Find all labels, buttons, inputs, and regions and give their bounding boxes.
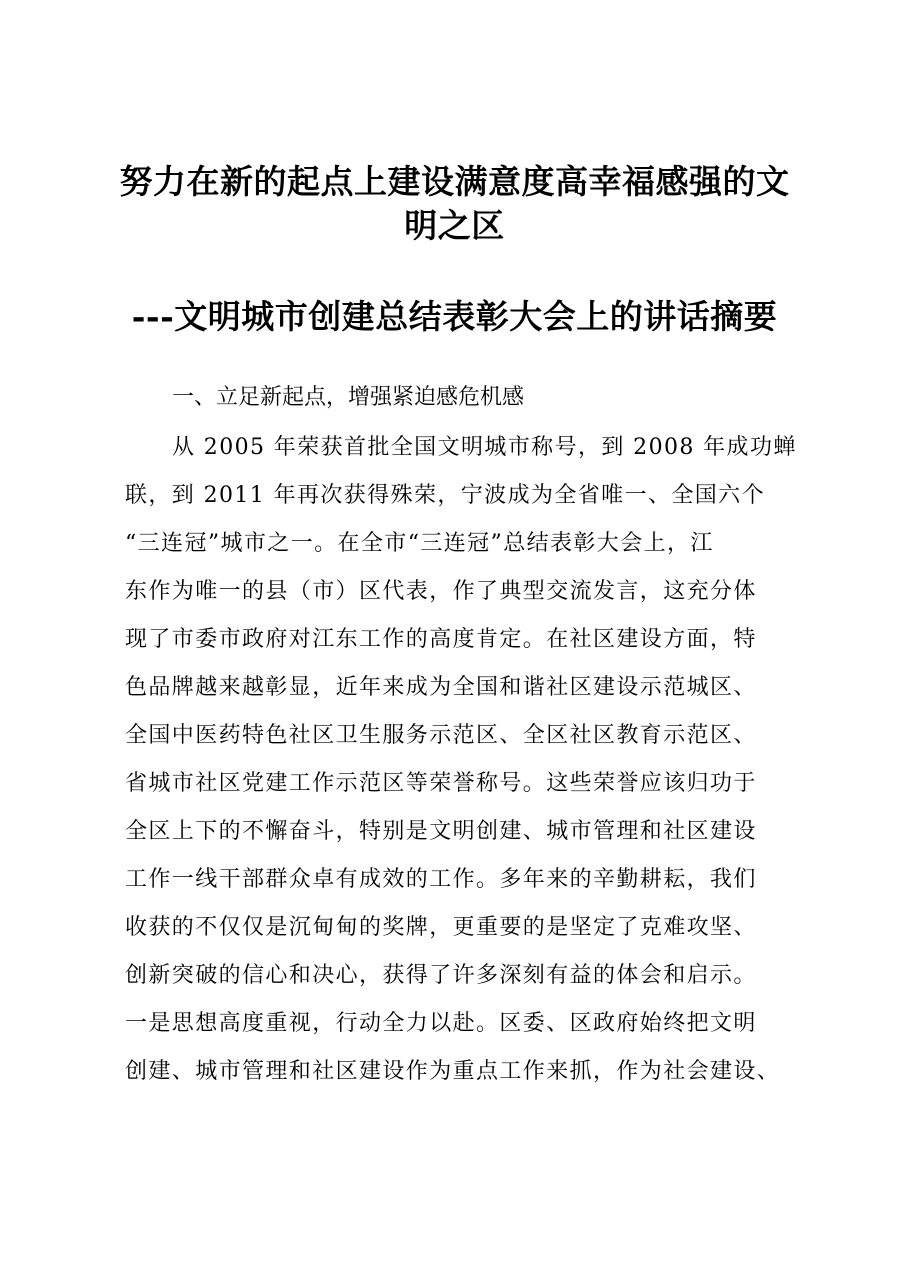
document-title <box>100 160 809 248</box>
body-line: 色品牌越来越彰显，近年来成为全国和谐社区建设示范城区、 <box>125 675 757 700</box>
body-line: 联，到 2011 年再次获得殊荣，宁波成为全省唯一、全国六个 <box>125 483 765 508</box>
section-heading: 一、立足新起点，增强紧迫感危机感 <box>172 385 525 410</box>
document-subtitle-text: ---文明城市创建总结表彰大会上的讲话摘要 <box>131 297 778 336</box>
body-line: 现了市委市政府对江东工作的高度肯定。在社区建设方面，特 <box>125 627 757 652</box>
document-title-line-1: 努力在新的起点上建设满意度高幸福感强的文 <box>119 162 790 201</box>
body-line: 工作一线干部群众卓有成效的工作。多年来的辛勤耕耘，我们 <box>125 867 757 892</box>
body-line: 省城市社区党建工作示范区等荣誉称号。这些荣誉应该归功于 <box>125 771 757 796</box>
body-line: 从 2005 年荣获首批全国文明城市称号，到 2008 年成功蝉 <box>172 435 797 460</box>
body-line: 全国中医药特色社区卫生服务示范区、全区社区教育示范区、 <box>125 723 757 748</box>
body-line: 创建、城市管理和社区建设作为重点工作来抓，作为社会建设、 <box>125 1059 781 1084</box>
document-title-line-2: 明之区 <box>404 206 505 245</box>
body-line: 创新突破的信心和决心，获得了许多深刻有益的体会和启示。 <box>125 963 757 988</box>
body-line: 一是思想高度重视，行动全力以赴。区委、区政府始终把文明 <box>125 1011 757 1036</box>
body-line: 全区上下的不懈奋斗，特别是文明创建、城市管理和社区建设 <box>125 819 757 844</box>
body-line: “三连冠”城市之一。在全市“三连冠”总结表彰大会上，江 <box>125 531 714 556</box>
body-line: 收获的不仅仅是沉甸甸的奖牌，更重要的是坚定了克难攻坚、 <box>125 915 757 940</box>
body-line: 东作为唯一的县（市）区代表，作了典型交流发言，这充分体 <box>125 579 757 604</box>
document-subtitle <box>100 295 809 339</box>
